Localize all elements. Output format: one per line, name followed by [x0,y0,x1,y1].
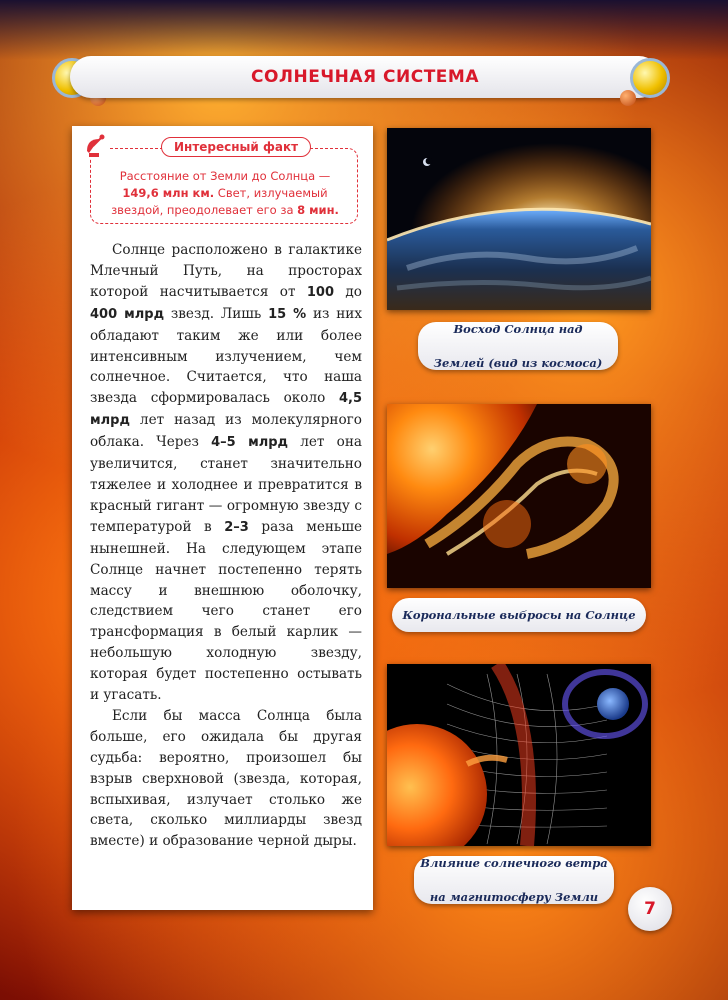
satellite-dish-icon [81,131,111,161]
page-number: 7 [628,887,672,931]
top-space-fade [0,0,728,60]
planet-icon-right [616,56,676,112]
paragraph-2: Если бы масса Солнца была больше, его ожидала бы другая судьба: вероятно, произошел бы взрыв сверхновой (звезда, которая, вспыхивая, излучает столько же света, сколько миллиарды звезд вместе) и образование черной дыры. [90,707,362,850]
caption-coronal: Корональные выбросы на Солнце [392,598,646,632]
caption-magnetosphere: Влияние солнечного ветра на магнитосферу Земли [414,856,614,904]
text-panel [72,126,373,910]
paragraph-1: Солнце расположено в галактике Млечный Путь, на просторах которой насчитывается от 100 до 400 млрд звезд. Лишь 15 % из них обладают таким же или более интенсивным излучением, чем солнечное. Считается, что наша звезда сформировалась около 4,5 млрд лет назад из молекулярного облака. Через 4–5 млрд лет она увеличится, станет значительно тяжелее и холоднее и превратится в красный гигант — огромную звезду с температурой в 2–3 раза меньше нынешней. На следующем этапе Солнце начнет постепенно терять массу и внешнюю оболочку, следствием чего станет его трансформация в белый карлик — небольшую холодную звезду, которая будет постепенно остывать и угасать. [90,242,363,704]
photo-coronal-ejection [387,404,651,588]
fact-box [90,140,358,224]
caption-sunrise: Восход Солнца над Землей (вид из космоса) [418,322,618,370]
photo-sunrise-over-earth [387,128,651,310]
fact-text: Расстояние от Земли до Солнца — 149,6 млн км. Свет, излучаемый звездой, преодолевает его за 8 мин. [111,169,339,217]
header-bar [70,56,660,98]
body-text [90,240,362,852]
photo-solar-wind-magnetosphere [387,664,651,846]
fact-label: Интересный факт [161,137,311,157]
page-title: СОЛНЕЧНАЯ СИСТЕМА [251,67,479,87]
